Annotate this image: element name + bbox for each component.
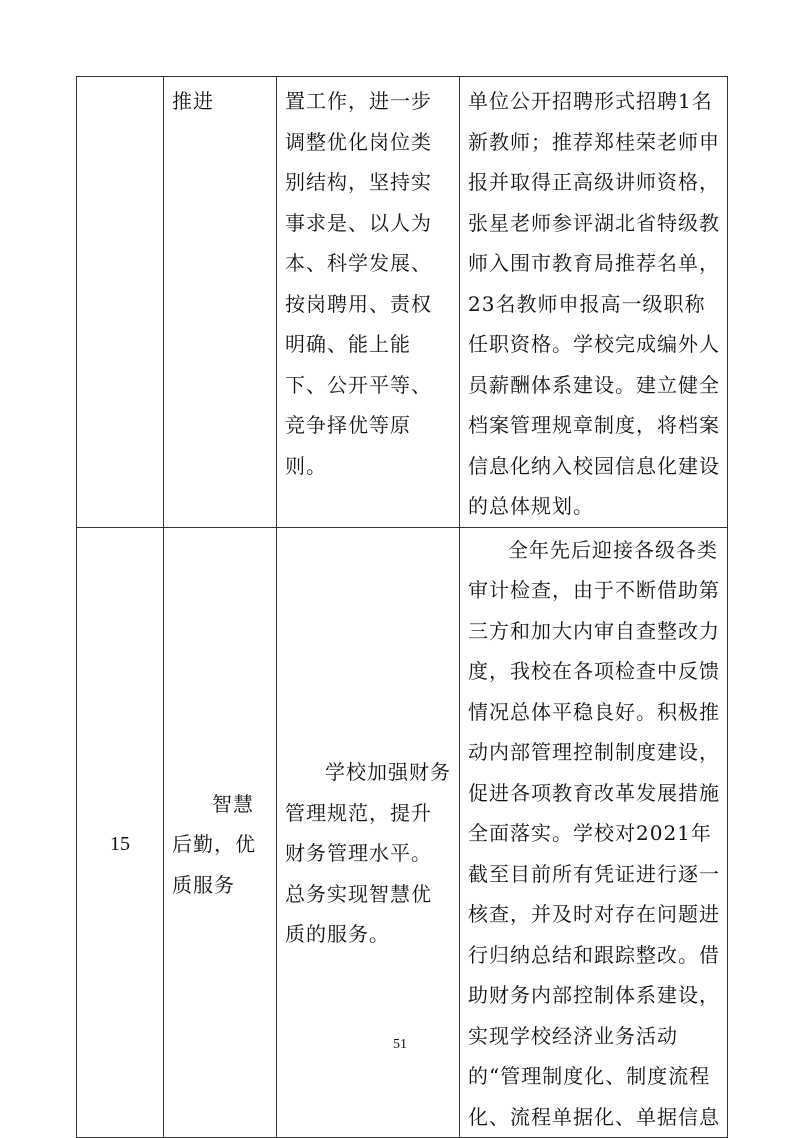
table-cell-result: 全年先后迎接各级各类审计检查，由于不断借助第三方和加大内审自查整改力度，我校在各项检查中反馈情况总体平稳良好。积极推动内部管理控制制度建设，促进各项教育改革发展措施全面落实。学校对2021年截至目前所有凭证进行逐一核查，并及时对存在问题进行归纳总结和跟踪整改。借助财务内部控制体系建设，实现学校经济业务活动的“管理制度化、制度流程化、流程单据化、单据信息 (460, 527, 728, 1138)
page-number: 51 (393, 1037, 407, 1052)
table-cell-item: 智慧后勤，优质服务 (164, 527, 277, 1138)
row-number: 15 (110, 832, 130, 855)
table-cell-index (77, 77, 164, 528)
table-cell-goal: 置工作，进一步调整优化岗位类别结构，坚持实事求是、以人为本、科学发展、按岗聘用、责权明确、能上能下、公开平等、竞争择优等原则。 (277, 77, 460, 528)
content-table (76, 76, 728, 1138)
table-row (77, 77, 728, 528)
table-cell-result: 单位公开招聘形式招聘1名新教师；推荐郑桂荣老师申报并取得正高级讲师资格，张星老师参评湖北省特级教师入围市教育局推荐名单，23名教师申报高一级职称任职资格。学校完成编外人员薪酬体系建设。建立健全档案管理规章制度，将档案信息化纳入校园信息化建设的总体规划。 (460, 77, 728, 528)
table-cell-item: 推进 (164, 77, 277, 528)
table-cell-goal: 学校加强财务管理规范，提升财务管理水平。总务实现智慧优质的服务。 (277, 527, 460, 1138)
